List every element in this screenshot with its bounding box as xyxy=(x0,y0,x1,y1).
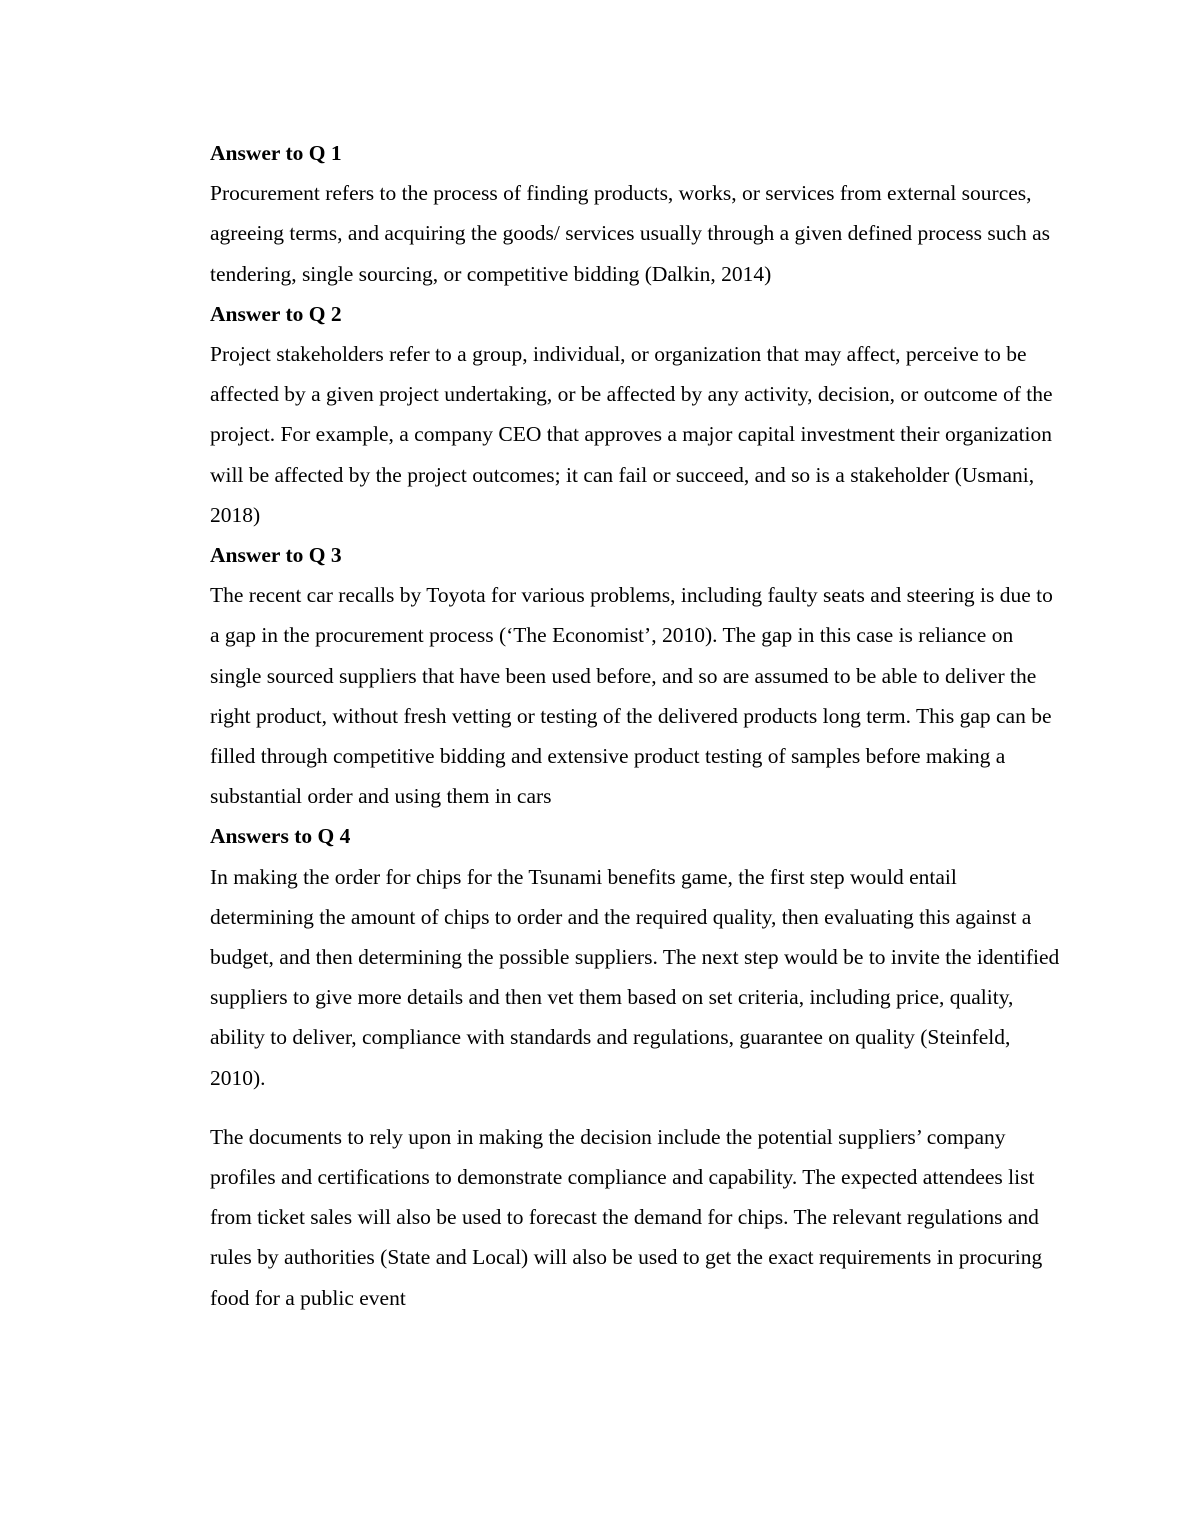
answer-section-q2 xyxy=(210,294,1060,535)
section-paragraph: Procurement refers to the process of finding products, works, or services from external sources, agreeing terms, and acquiring the goods/ services usually through a given defined process such as tendering, single sourcing, or competitive bidding (Dalkin, 2014) xyxy=(210,181,1051,286)
answer-section-q1 xyxy=(210,133,1060,294)
section-heading: Answers to Q 4 xyxy=(210,824,351,849)
section-heading: Answer to Q 2 xyxy=(210,301,342,326)
section-paragraph: The recent car recalls by Toyota for various problems, including faulty seats and steering is due to a gap in the procurement process (‘The Economist’, 2010). The gap in this case is reliance on single sourced suppliers that have been used before, and so are assumed to be able to deliver the right product, without fresh vetting or testing of the delivered products long term. This gap can be filled through competitive bidding and extensive product testing of samples before making a substantial order and using them in cars xyxy=(210,583,1053,809)
answer-section-q4 xyxy=(210,816,1060,1317)
answer-section-q3 xyxy=(210,535,1060,816)
section-heading: Answer to Q 1 xyxy=(210,141,342,165)
section-paragraph: In making the order for chips for the Tsunami benefits game, the first step would entail determining the amount of chips to order and the required quality, then evaluating this against a budget, and then determining the possible suppliers. The next step would be to invite the identified suppliers to give more details and then vet them based on set criteria, including price, quality, ability to deliver, compliance with standards and regulations, guarantee on quality (Steinfeld, 2010). xyxy=(210,864,1060,1090)
document-body xyxy=(210,133,1060,1318)
section-paragraph: The documents to rely upon in making the decision include the potential suppliers’ company profiles and certifications to demonstrate compliance and capability. The expected attendees list from ticket sales will also be used to forecast the demand for chips. The relevant regulations and rules by authorities (State and Local) will also be used to get the exact requirements in procuring food for a public event xyxy=(210,1124,1043,1310)
section-heading: Answer to Q 3 xyxy=(210,543,342,568)
section-paragraph: Project stakeholders refer to a group, individual, or organization that may affect, perceive to be affected by a given project undertaking, or be affected by any activity, decision, or outcome of the project. For example, a company CEO that approves a major capital investment their organization will be affected by the project outcomes; it can fail or succeed, and so is a stakeholder (Usmani, 2018) xyxy=(210,342,1053,527)
